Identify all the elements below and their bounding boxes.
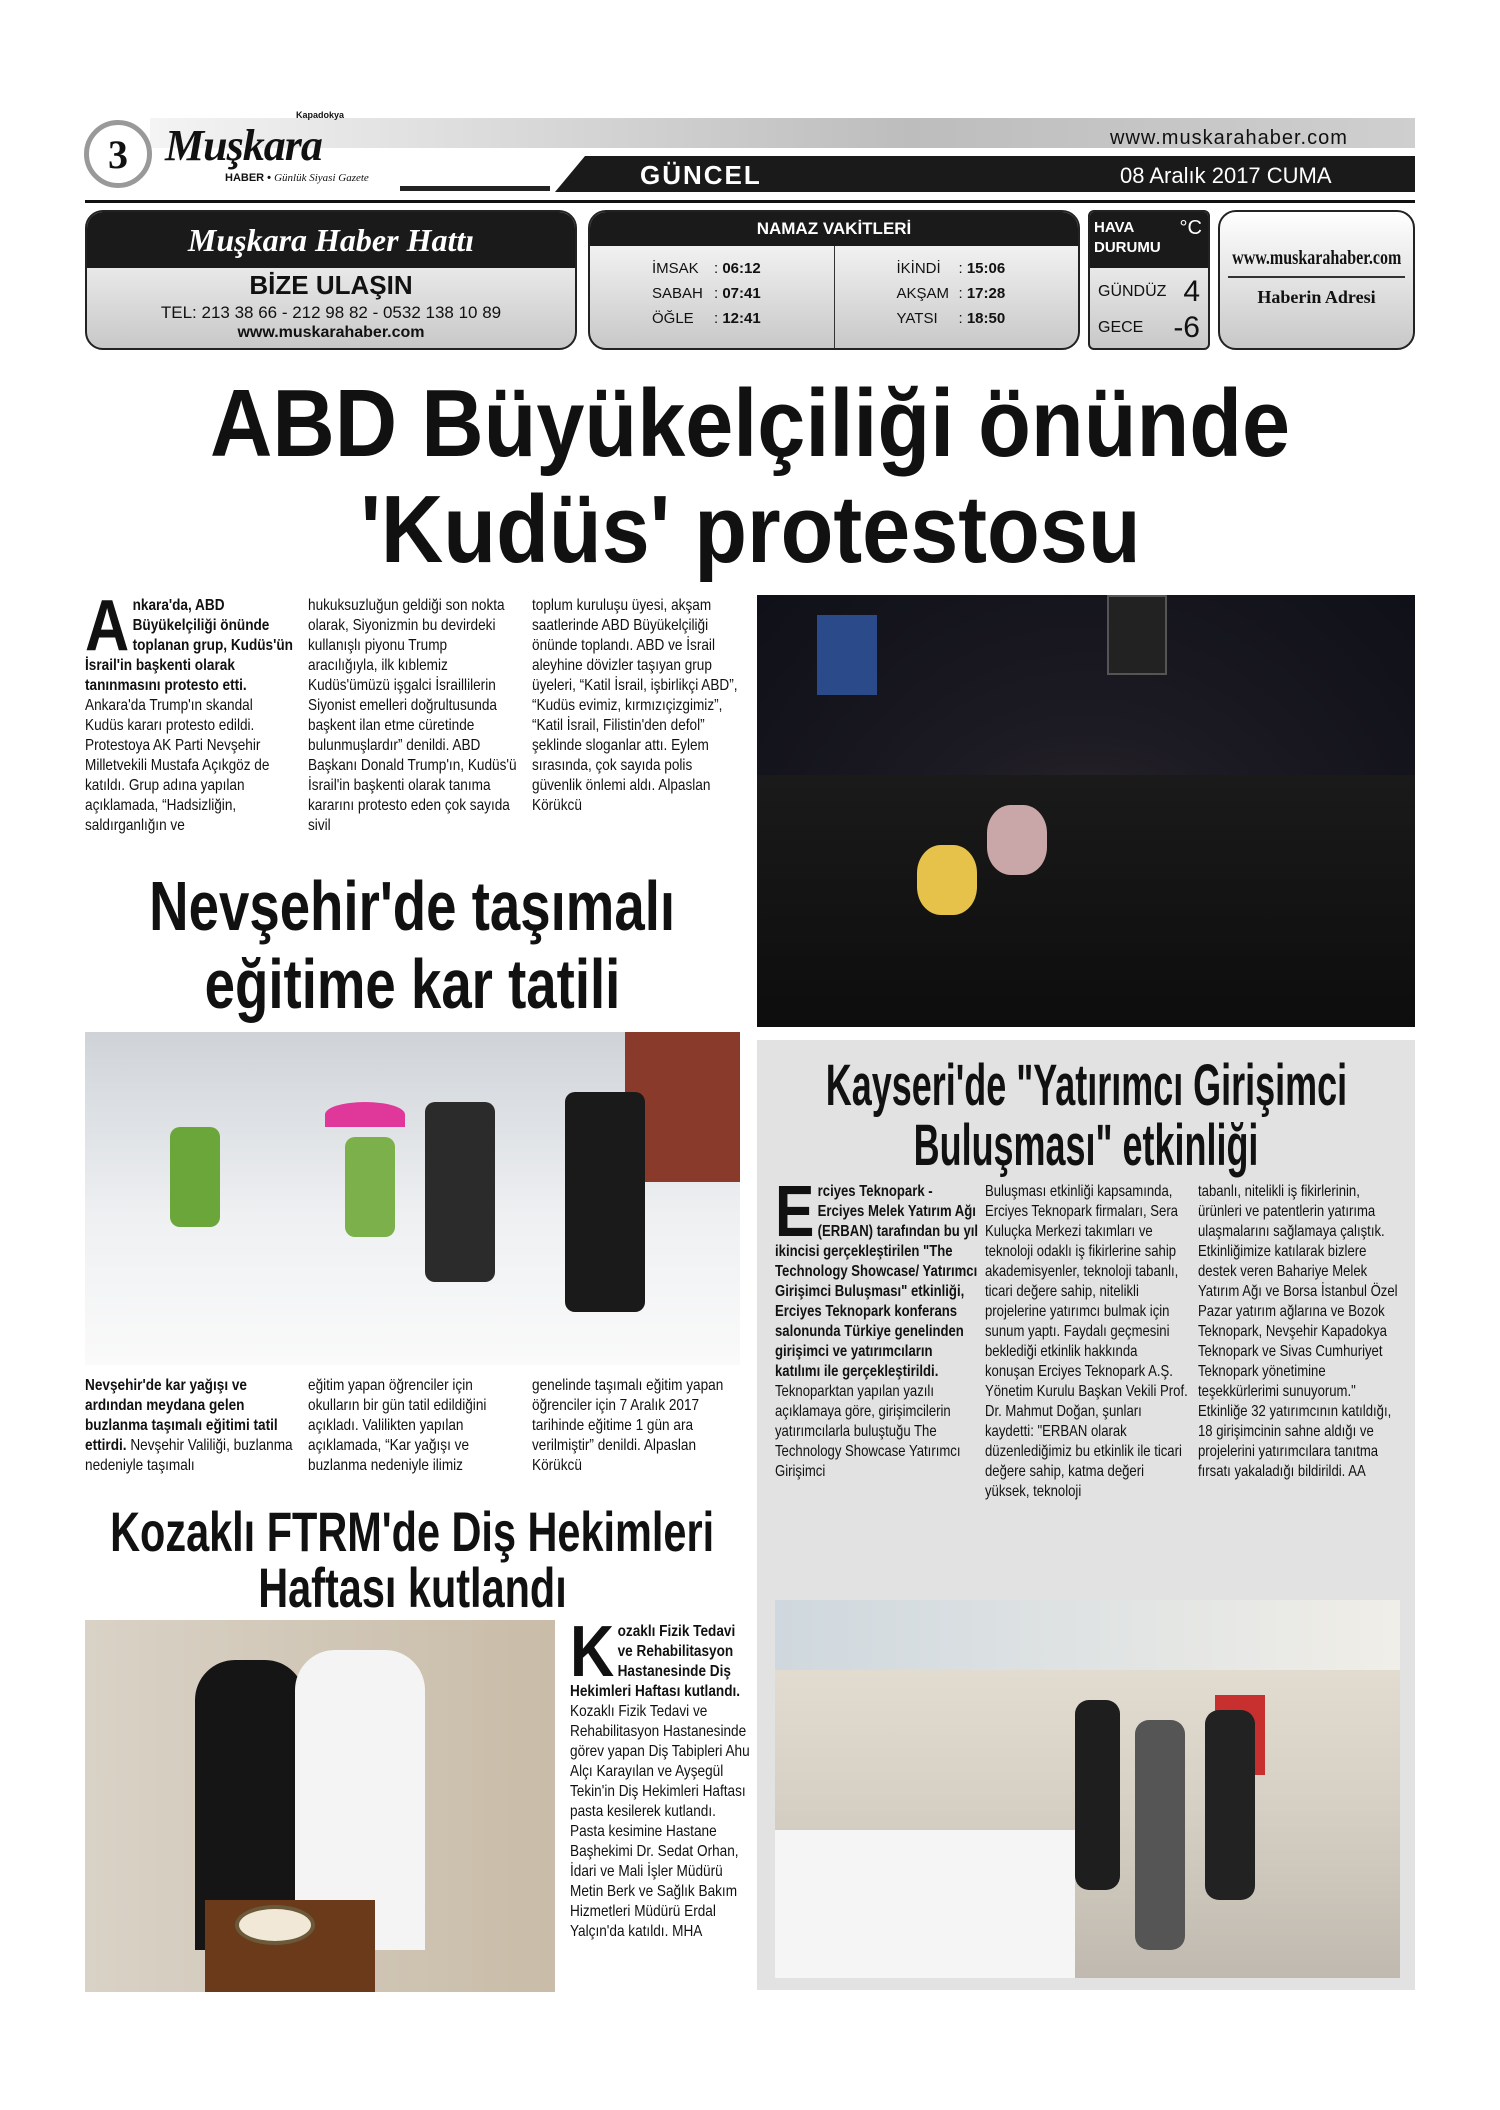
dentists-photo [85, 1620, 555, 1992]
article4-headline-line1: Kayseri'de "Yatırımcı Girişimci [825, 1053, 1347, 1118]
prayer-time: 07:41 [722, 285, 761, 302]
protest-photo [757, 595, 1415, 1027]
prayer-row: SABAH : 07:41 [652, 281, 834, 306]
article4-col2: Buluşması etkinliği kapsamında, Erciyes Teknopark firmaları, Sera Kuluçka Merkezi takımları ve teknoloji odaklı iş fikirlerine sahip akademisyenler, teknoloji tabanlı, ticari değere sahip, nitelikli projelerine yatırımcı bulmak için sunum yaptı. Faydalı geçmesini beklediği etkinlik hakkında konuşan Erciyes Teknopark A.Ş. Yönetim Kurulu Başkan Vekili Prof. Dr. Mahmut Doğan, şunları kaydetti: "ERBAN olarak düzenlediğimiz bu etkinlik ile ticari değere sahip, katma değeri yüksek, teknoloji [985, 1183, 1188, 1500]
road-sign [817, 615, 877, 695]
prayer-title: NAMAZ VAKİTLERİ [590, 212, 1078, 246]
headscarf [987, 805, 1047, 875]
dropcap: E [775, 1172, 815, 1252]
logo-kapadokya: Kapadokya [296, 110, 345, 120]
weather-night-label: GECE [1098, 319, 1144, 336]
prayer-row: İMSAK : 06:12 [652, 256, 834, 281]
article2-text: Nevşehir Valiliği, buzlanma nedeniyle taşımalı [85, 1437, 293, 1474]
article2-col3: genelinde taşımalı eğitim yapan öğrenciler için 7 Aralık 2017 tarihinde eğitime 1 gün ara verilmiştir” denildi. Alpaslan Körükcü [532, 1377, 724, 1474]
ceiling [775, 1600, 1400, 1670]
prayer-row: AKŞAM : 17:28 [897, 281, 1079, 306]
weather-night-value: -6 [1173, 311, 1200, 344]
contact-phone: TEL: 213 38 66 - 212 98 82 - 0532 138 10 89 [160, 303, 502, 322]
traffic-light [1107, 595, 1167, 675]
weather-day-value: 4 [1183, 275, 1200, 308]
promo-tagline: Haberin Adresi [1257, 287, 1376, 307]
article3-headline-line2: Haftası kutlandı [258, 1556, 567, 1619]
prayer-col-left [590, 246, 835, 350]
article3-body: Kozaklı Fizik Tedavi ve Rehabilitasyon Hastanesinde görev yapan Diş Tabipleri Ahu Alçı Karayılan ve Ayşegül Tekin'in Diş Hekimleri Haftası pasta kesilerek kutlandı. Pasta kesimine Hastane Başhekimi Dr. Sedat Orhan, İdari ve Mali İşler Müdürü Metin Berk ve Sağlık Bakım Hizmetleri Müdürü Erdal Yalçın'da katıldı. MHA [570, 1703, 750, 1940]
contact-box [85, 210, 577, 350]
article4-text: Teknoparktan yapılan yazılı açıklamaya göre, girişimcilerin yatırımcılarla buluştuğu The Technology Showcase Yatırımcı Girişimci [775, 1383, 961, 1480]
article2-headline-line1-wrap [85, 868, 740, 944]
promo-url-wrap [1228, 246, 1405, 278]
article1-lead: nkara'da, ABD Büyükelçiliği önünde toplanan grup, Kudüs'ün İsrail'in başkenti olarak tanınmasını protesto etti. [85, 597, 293, 694]
prayer-name: YATSI [896, 310, 938, 327]
weather-values [1090, 268, 1208, 350]
article3-headline-line2-wrap [60, 1556, 765, 1619]
article1-text: Ankara'da Trump'ın skandal Kudüs kararı protesto edildi. Protestoya AK Parti Nevşehir Milletvekili Mustafa Açıkgöz de katıldı. Grup adına yapılan açıklamada, “Hadsizliğin, saldırganlığın ve [85, 697, 270, 834]
prayer-time: 12:41 [722, 310, 761, 327]
prayer-time: 15:06 [966, 260, 1006, 277]
logo-tagline: Günlük Siyasi Gazete [274, 172, 369, 184]
header-rule [85, 200, 1415, 203]
article4-lead: rciyes Teknopark - Erciyes Melek Yatırım Ağı (ERBAN) tarafından bu yıl ikincisi gerçekleştirilen "The Technology Showcase/ Yatırımcı Girişimci Buluşması" etkinliği, Erciyes Teknopark konferans salonunda Türkiye genelinden girişimci ve yatırımcıların katılımı ile gerçekleştirildi. [775, 1183, 979, 1380]
weather-unit: °C [1179, 217, 1202, 239]
weather-box [1088, 210, 1210, 350]
article3-headline-line1: Kozaklı FTRM'de Diş Hekimleri [110, 1500, 715, 1563]
article4-headline-line1-wrap [757, 1053, 1415, 1118]
main-headline-line1-wrap [85, 372, 1415, 476]
article1-col2: hukuksuzluğun geldiği son nokta olarak, Siyonizmin bu devirdeki kullanışlı piyonu Trump aracılığıyla, ilk kıblemiz Kudüs'ümüzü işgalci İsraillilerin Siyonist emelleri doğrultusunda başkent ilan etme cüretinde bulunmuşlardır” denildi. ABD Başkanı Donald Trump'ın, Kudüs'ü İsrail'in başkenti olarak tanıma kararını protesto eden çok sayıda sivil [308, 597, 517, 834]
child-figure [345, 1137, 395, 1237]
article2-col1 [85, 1376, 295, 1476]
prayer-name: ÖĞLE [652, 310, 694, 327]
section-title: GÜNCEL [640, 160, 762, 190]
person-figure [1205, 1710, 1255, 1900]
weather-title [1090, 212, 1208, 268]
headscarf [917, 845, 977, 915]
logo-haber-text: HABER [225, 172, 265, 184]
contact-subtitle: BİZE ULAŞIN [249, 270, 413, 300]
promo-box [1218, 210, 1415, 350]
article4-headline-line2-wrap [757, 1113, 1415, 1178]
article2-headline-line2-wrap [85, 946, 740, 1022]
prayer-row: ÖĞLE : 12:41 [652, 306, 834, 331]
prayer-col-right [835, 246, 1079, 350]
prayer-time: 06:12 [722, 260, 761, 277]
article3-lead: ozaklı Fizik Tedavi ve Rehabilitasyon Hastanesinde Diş Hekimleri Haftası kutlandı. [570, 1623, 741, 1700]
contact-title: Muşkara Haber Hattı [87, 212, 575, 268]
weather-night [1098, 310, 1200, 346]
logo-rule [400, 186, 550, 191]
cake [235, 1905, 315, 1945]
article3-text [570, 1612, 750, 1942]
main-headline-line2: 'Kudüs' protestosu [359, 476, 1141, 583]
logo-haber: HABER • Günlük Siyasi Gazete [225, 172, 369, 184]
person-figure [1075, 1700, 1120, 1890]
weather-day-label: GÜNDÜZ [1098, 283, 1167, 300]
article2-headline-line2: eğitime kar tatili [204, 945, 621, 1023]
article4-headline-line2: Buluşması" etkinliği [913, 1113, 1259, 1178]
article1-col1 [85, 586, 295, 836]
dropcap: A [85, 586, 130, 666]
umbrella [325, 1102, 405, 1127]
tables [775, 1830, 1075, 1978]
article1-col3: toplum kuruluşu üyesi, akşam saatlerinde ABD Büyükelçiliği önünde toplandı. ABD ve İsrail aleyhine dövizler taşıyan grup üyeleri, “Katil İsrail, işbirlikçi ABD”, “Kudüs evimiz, kırmızıçizgimiz”, “Katil İsrail, Filistin'den defol” şeklinde sloganlar attı. Eylem sırasında, çok sayıda polis güvenlik önlemi aldı. Alpaslan Körükcü [532, 597, 738, 814]
main-headline-line1: ABD Büyükelçiliği önünde [209, 370, 1291, 477]
promo-url[interactable]: www.muskarahaber.com [1231, 247, 1402, 269]
prayer-name: SABAH [652, 285, 703, 302]
crowd [757, 775, 1415, 1027]
article4-col3: tabanlı, nitelikli iş fikirlerinin, ürünleri ve patentlerin yatırıma ulaşmalarını sağlamaya çalıştık. Etkinliğimize katılarak bizlere destek veren Bahariye Melek Yatırım Ağı ve Borsa İstanbul Özel Pazar yatırım ağlarına ve Bozok Teknopark, Nevşehir Kapadokya Teknopark ve Sivas Cumhuriyet Teknopark yönetimine teşekkürlerimi sunuyorum." Etkinliğe 32 yatırımcının katıldığı, 18 girişimcinin sahne aldığı ve projelerini yatırımcılara tanıtma fırsatı yakaladığı bildirildi. AA [1198, 1183, 1398, 1480]
prayer-name: İMSAK [652, 260, 699, 277]
issue-date: 08 Aralık 2017 CUMA [1120, 163, 1332, 188]
prayer-row: YATSI : 18:50 [897, 306, 1079, 331]
child-figure [170, 1127, 220, 1227]
dropcap: K [570, 1612, 615, 1692]
contact-url[interactable]: www.muskarahaber.com [237, 324, 425, 341]
event-photo [775, 1600, 1400, 1978]
article2-headline-line1: Nevşehir'de taşımalı [149, 867, 676, 945]
weather-day [1098, 274, 1200, 310]
prayer-name: İKİNDİ [896, 260, 941, 277]
adult-figure [425, 1102, 495, 1282]
prayer-name: AKŞAM [896, 285, 950, 302]
prayer-times-box [588, 210, 1080, 350]
article3-headline-line1-wrap [60, 1500, 765, 1563]
site-url[interactable]: www.muskarahaber.com [1110, 127, 1348, 149]
article4-col1 [775, 1172, 980, 1482]
main-headline-line2-wrap [85, 478, 1415, 582]
weather-title-text: HAVA DURUMU [1094, 219, 1161, 256]
prayer-time: 17:28 [966, 285, 1006, 302]
logo: Muşkara [165, 121, 322, 170]
prayer-time: 18:50 [966, 310, 1006, 327]
person-figure [1135, 1720, 1185, 1950]
page-number: 3 [84, 120, 152, 188]
prayer-row: İKİNDİ : 15:06 [897, 256, 1079, 281]
article2-col2: eğitim yapan öğrenciler için okulların bir gün tatil edildiğini açıkladı. Valilikten yapılan açıklamada, “Kar yağışı ve buzlanma nedeniyle ilimiz [308, 1377, 487, 1474]
article2-lead: Nevşehir'de kar yağışı ve ardından meydana gelen buzlanma taşımalı eğitimi tatil ettirdi. [85, 1377, 278, 1454]
adult-figure [565, 1092, 645, 1312]
snow-photo [85, 1032, 740, 1365]
